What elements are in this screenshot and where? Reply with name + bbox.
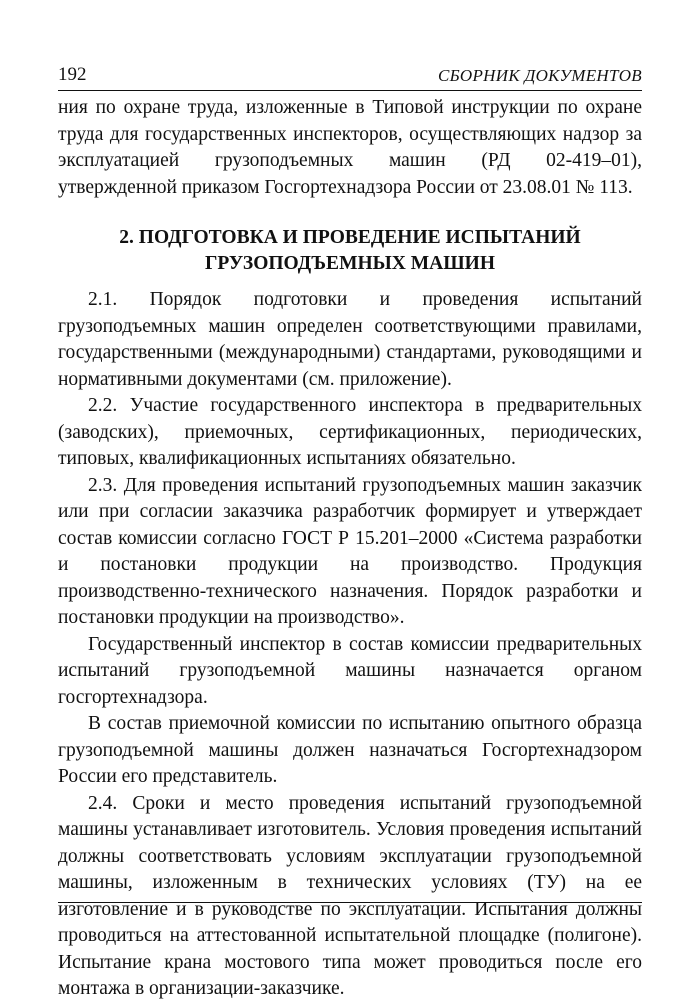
page-number: 192 (58, 64, 87, 85)
running-title: СБОРНИК ДОКУМЕНТОВ (437, 66, 642, 85)
paragraph-2-1: 2.1. Порядок подготовки и проведения испытаний грузоподъемных машин определен соответствующими правилами, государственными (международными) стандартами, руководящими и нормативными документами (см. приложение). (58, 289, 642, 390)
paragraph-2-3: 2.3. Для проведения испытаний грузоподъемных машин заказчик или при согласии заказчика разработчик формирует и утверждает состав комиссии согласно ГОСТ Р 15.201–2000 «Система разработки и постановки продукции на производство. Продукция производственно-технического назначения. Порядок разработки и постановки продукции на производство». (58, 474, 642, 628)
section-title (58, 225, 642, 277)
footer-rule (58, 902, 642, 903)
paragraph-acceptance: В состав приемочной комиссии по испытанию опытного образца грузоподъемной машины должен назначаться Госгортехнадзором России его представитель. (58, 713, 642, 787)
paragraph-inspector: Государственный инспектор в состав комиссии предварительных испытаний грузоподъемной машины назначается органом госгортехнадзора. (58, 633, 642, 708)
document-body (58, 95, 642, 1003)
intro-paragraph: ния по охране труда, изложенные в Типовой инструкции по охране труда для государственных инспекторов, осуществляющих надзор за эксплуатацией грузоподъемных машин (РД 02-419–01), утвержденной приказом Госгортехнадзора России от 23.08.01 № 113. (58, 97, 642, 198)
section-title-line-2: ГРУЗОПОДЪЕМНЫХ МАШИН (205, 253, 495, 274)
section-title-line-1: 2. ПОДГОТОВКА И ПРОВЕДЕНИЕ ИСПЫТАНИЙ (119, 227, 581, 248)
paragraph-2-2: 2.2. Участие государственного инспектора в предварительных (заводских), приемочных, сертификационных, периодических, типовых, квалификационных испытаниях обязательно. (58, 395, 642, 469)
paragraph-2-4: 2.4. Сроки и место проведения испытаний грузоподъемной машины устанавливает изготовитель. Условия проведения испытаний должны соответствовать условиям эксплуатации грузоподъемной машины, изложенным в технических условиях (ТУ) на ее изготовление и в руководстве по эксплуатации. Испытания должны проводиться на аттестованной испытательной площадке (полигоне). Испытание крана мостового типа может проводиться после его монтажа в организации-заказчике. (58, 792, 642, 999)
page-header (58, 62, 642, 91)
